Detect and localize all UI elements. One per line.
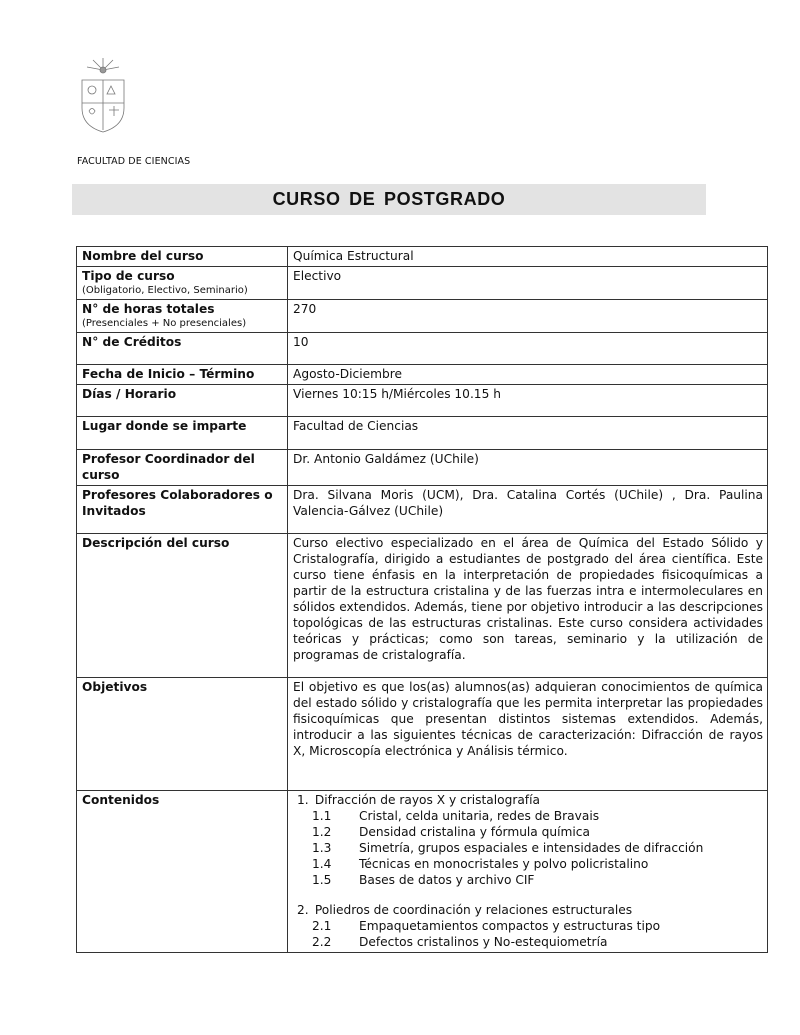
list-item-text: Bases de datos y archivo CIF bbox=[359, 873, 535, 887]
page-title: CURSO DE POSTGRADO bbox=[272, 189, 506, 209]
table-row-total-hours bbox=[77, 300, 768, 333]
dates-label: Fecha de Inicio – Término bbox=[77, 365, 288, 385]
total-hours-label: N° de horas totales bbox=[82, 302, 215, 316]
total-hours-sublabel: (Presenciales + No presenciales) bbox=[82, 318, 247, 329]
list-item-text: Técnicas en monocristales y polvo policristalino bbox=[359, 857, 649, 871]
list-item bbox=[312, 918, 763, 934]
description-label: Descripción del curso bbox=[77, 534, 288, 678]
table-row-credits bbox=[77, 333, 768, 365]
contents-value-cell bbox=[288, 791, 768, 953]
list-item-text: Cristal, celda unitaria, redes de Bravais bbox=[359, 809, 600, 823]
table-row-course-type bbox=[77, 267, 768, 300]
list-item bbox=[312, 840, 763, 856]
schedule-value: Viernes 10:15 h/Miércoles 10.15 h bbox=[288, 385, 768, 417]
list-item bbox=[312, 872, 763, 888]
contents-section bbox=[293, 792, 763, 888]
list-item-number: 1.5 bbox=[312, 873, 332, 887]
course-type-sublabel: (Obligatorio, Electivo, Seminario) bbox=[82, 285, 248, 296]
total-hours-value: 270 bbox=[288, 300, 768, 333]
list-item bbox=[312, 856, 763, 872]
list-item-text: Defectos cristalinos y No-estequiometría bbox=[359, 935, 608, 949]
list-item bbox=[312, 824, 763, 840]
objectives-label: Objetivos bbox=[77, 678, 288, 791]
table-row-schedule bbox=[77, 385, 768, 417]
list-item-text: Densidad cristalina y fórmula química bbox=[359, 825, 590, 839]
credits-value: 10 bbox=[288, 333, 768, 365]
course-name-label: Nombre del curso bbox=[77, 247, 288, 267]
list-item-number: 1.2 bbox=[312, 825, 332, 839]
list-item-number: 2.1 bbox=[312, 919, 332, 933]
list-item-number: 2.2 bbox=[312, 935, 332, 949]
table-row-collaborators bbox=[77, 486, 768, 534]
place-value: Facultad de Ciencias bbox=[288, 417, 768, 450]
credits-label: N° de Créditos bbox=[77, 333, 288, 365]
list-item-text: Simetría, grupos espaciales e intensidades de difracción bbox=[359, 841, 704, 855]
table-row-course-name bbox=[77, 247, 768, 267]
list-item-text: Empaquetamientos compactos y estructuras tipo bbox=[359, 919, 661, 933]
list-item bbox=[312, 934, 763, 950]
collaborators-value: Dra. Silvana Moris (UCM), Dra. Catalina Cortés (UChile) , Dra. Paulina Valencia-Gálvez (UChile) bbox=[288, 486, 768, 534]
contents-section-title: Difracción de rayos X y cristalografía bbox=[314, 793, 540, 807]
coordinator-value: Dr. Antonio Galdámez (UChile) bbox=[288, 450, 768, 486]
contents-list bbox=[293, 792, 763, 950]
university-crest-logo bbox=[78, 56, 128, 134]
table-row-description bbox=[77, 534, 768, 678]
contents-section-number: 2. bbox=[297, 903, 309, 917]
course-type-value: Electivo bbox=[288, 267, 768, 300]
table-row-objectives bbox=[77, 678, 768, 791]
contents-label: Contenidos bbox=[77, 791, 288, 953]
coordinator-label: Profesor Coordinador del curso bbox=[77, 450, 288, 486]
objectives-value: El objetivo es que los(as) alumnos(as) adquieran conocimientos de química del estado sólido y cristalografía que les permita interpretar las propiedades fisicoquímicas que presentan distintos sistemas extendidos. Además, introducir a las siguientes técnicas de caracterización: Difracción de rayos X, Microscopía electrónica y Análisis térmico. bbox=[288, 678, 768, 791]
title-band bbox=[72, 184, 706, 215]
list-item-number: 1.4 bbox=[312, 857, 332, 871]
contents-section-heading bbox=[297, 792, 763, 808]
course-name-value: Química Estructural bbox=[288, 247, 768, 267]
total-hours-label-cell bbox=[77, 300, 288, 333]
course-type-label: Tipo de curso bbox=[82, 269, 175, 283]
contents-section-title: Poliedros de coordinación y relaciones estructurales bbox=[314, 903, 633, 917]
table-row-contents bbox=[77, 791, 768, 953]
contents-section bbox=[293, 902, 763, 950]
faculty-name: FACULTAD DE CIENCIAS bbox=[77, 156, 191, 167]
list-item-number: 1.1 bbox=[312, 809, 332, 823]
table-row-coordinator bbox=[77, 450, 768, 486]
schedule-label: Días / Horario bbox=[77, 385, 288, 417]
contents-section-heading bbox=[297, 902, 763, 918]
table-row-dates bbox=[77, 365, 768, 385]
collaborators-label: Profesores Colaboradores o Invitados bbox=[77, 486, 288, 534]
list-item bbox=[312, 808, 763, 824]
course-type-label-cell bbox=[77, 267, 288, 300]
dates-value: Agosto-Diciembre bbox=[288, 365, 768, 385]
contents-section-number: 1. bbox=[297, 793, 309, 807]
place-label: Lugar donde se imparte bbox=[77, 417, 288, 450]
description-value: Curso electivo especializado en el área de Química del Estado Sólido y Cristalografía, dirigido a estudiantes de postgrado del área científica. Este curso tiene énfasis en la interpretación de propiedades fisicoquímicas a partir de la estructura cristalina y de las fuerzas intra e intermoleculares en sólidos extendidos. Además, tiene por objetivo introducir a las descripciones topológicas de las estructuras cristalinas. Este curso considera actividades teóricas y prácticas; como son tareas, seminario y la utilización de programas de cristalografía. bbox=[288, 534, 768, 678]
course-info-table bbox=[76, 246, 768, 953]
list-item-number: 1.3 bbox=[312, 841, 332, 855]
table-row-place bbox=[77, 417, 768, 450]
